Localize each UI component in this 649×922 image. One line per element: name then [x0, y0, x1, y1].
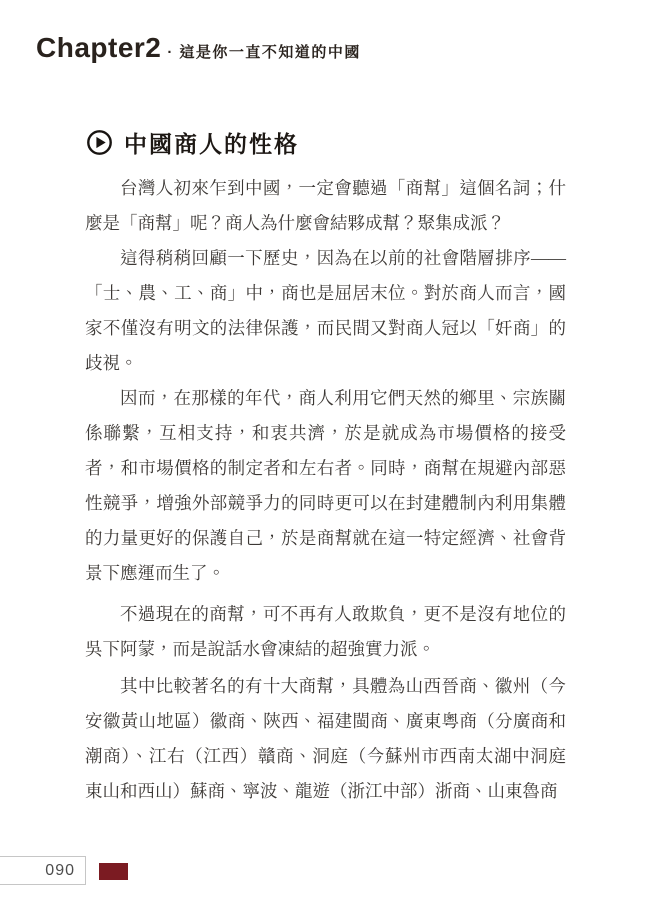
chapter-subtitle: 這是你一直不知道的中國 — [179, 44, 361, 61]
paragraph: 不過現在的商幫，可不再有人敢欺負，更不是沒有地位的吳下阿蒙，而是說話水會凍結的超強實力派。 — [85, 604, 566, 659]
section-heading — [86, 126, 299, 159]
paragraph: 因而，在那樣的年代，商人利用它們天然的鄉里、宗族關係聯繫，互相支持，和衷共濟，於是就成為市場價格的接受者，和市場價格的制定者和左右者。同時，商幫在規避內部惡性競爭，增強外部競爭力的同時更可以在封建體制內利用集體的力量更好的保護自己，於是商幫就在這一特定經濟、社會背景下應運而生了。 — [85, 388, 566, 583]
paragraph: 這得稍稍回顧一下歷史，因為在以前的社會階層排序——「士、農、工、商」中，商也是屈居末位。對於商人而言，國家不僅沒有明文的法律保護，而民間又對商人冠以「奸商」的歧視。 — [85, 248, 566, 373]
paragraph: 其中比較著名的有十大商幫，具體為山西晉商、徽州（今安徽黃山地區）徽商、陝西、福建閩商、廣東粵商（分廣商和潮商）、江右（江西）贛商、洞庭（今蘇州市西南太湖中洞庭東山和西山）蘇商、寧波、龍遊（浙江中部）浙商、山東魯商 — [85, 676, 566, 801]
page-number: 090 — [45, 861, 75, 879]
chapter-label: Chapter2 — [36, 32, 162, 63]
paragraph: 台灣人初來乍到中國，一定會聽過「商幫」這個名詞；什麼是「商幫」呢？商人為什麼會結夥成幫？聚集成派？ — [85, 178, 566, 233]
folio-accent-block — [99, 863, 128, 880]
page-number-box — [0, 856, 86, 885]
running-head — [36, 32, 361, 64]
body-text — [85, 171, 566, 809]
header-separator-dot: · — [167, 44, 173, 61]
section-title: 中國商人的性格 — [124, 131, 299, 157]
play-icon — [86, 129, 113, 156]
